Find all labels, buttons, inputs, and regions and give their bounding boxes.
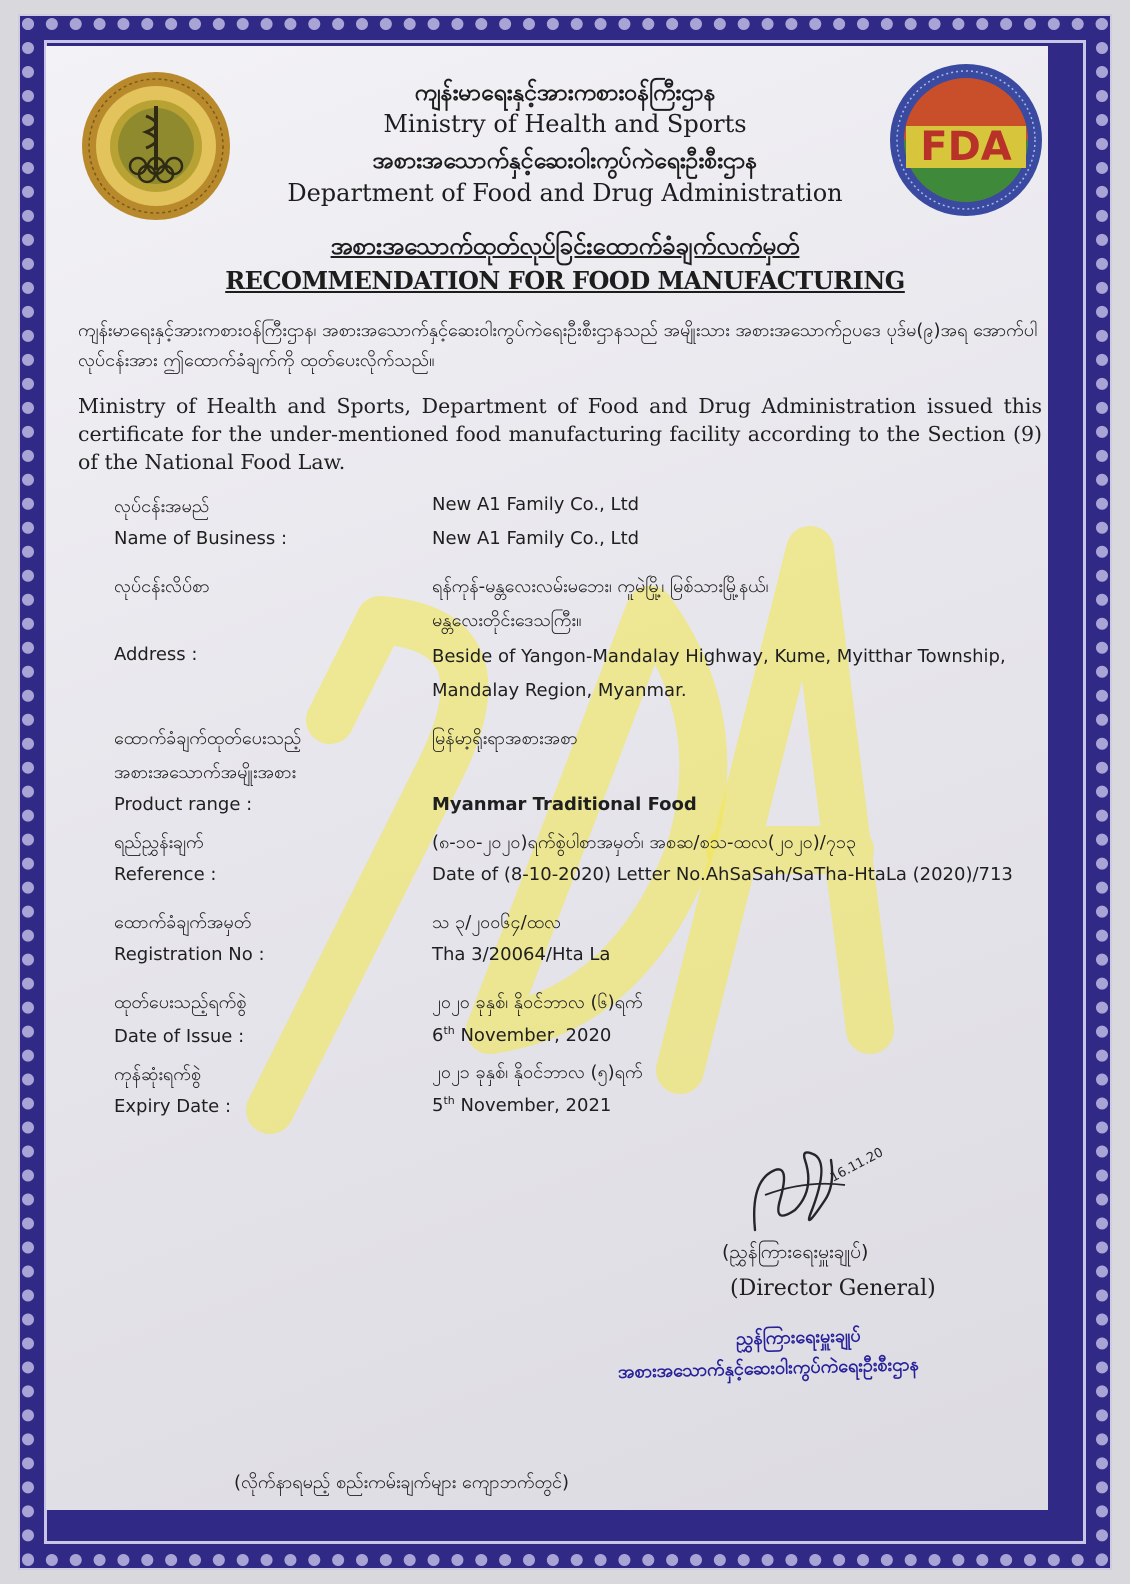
- product-value-en: Myanmar Traditional Food: [432, 794, 697, 815]
- reference-label-my: ရည်ညွှန်းချက်: [114, 832, 204, 853]
- issue-label-en: Date of Issue :: [114, 1026, 245, 1047]
- product-label-my-line2: အစားအသောက်အမျိုးအစား: [114, 762, 297, 783]
- business-value-my: New A1 Family Co., Ltd: [432, 494, 640, 515]
- intro-paragraph-my: ကျန်းမာရေးနှင့်အားကစားဝန်ကြီးဌာန၊ အစားအသောက်နှင့်ဆေးဝါးကွပ်ကဲရေးဦးစီးဌာနသည် အမျိုးသား အစားအသောက်ဥပဒေ ပုဒ်မ(၉)အရ အောက်ပါလုပ်ငန်းအား ဤထောက်ခံချက်ကို ထုတ်ပေးလိုက်သည်။: [78, 320, 1038, 371]
- reference-value-en: Date of (8-10-2020) Letter No.AhSaSah/SaTha-HtaLa (2020)/713: [432, 864, 1013, 885]
- expiry-day-suffix: th: [443, 1094, 455, 1107]
- issue-value-my: ၂၀၂၀ ခုနှစ်၊ နိုဝင်ဘာလ (၆)ရက်: [432, 992, 643, 1013]
- reference-value-my: (၈-၁၀-၂၀၂၀)ရက်စွဲပါစာအမှတ်၊ အစဆ/စသ-ထလ(၂၀၂၀)/၇၁၃: [432, 832, 857, 853]
- expiry-day: 5: [432, 1095, 444, 1116]
- issue-month-year: November, 2020: [454, 1025, 612, 1046]
- business-label-en: Name of Business :: [114, 528, 288, 549]
- issue-day-suffix: th: [443, 1024, 455, 1037]
- svg-text:FDA: FDA: [920, 124, 1012, 170]
- expiry-value-en: [432, 1094, 611, 1116]
- business-value-en: New A1 Family Co., Ltd: [432, 528, 640, 549]
- expiry-month-year: November, 2021: [454, 1095, 612, 1116]
- ministry-name-en: Ministry of Health and Sports: [383, 110, 747, 138]
- certificate-title-my: အစားအသောက်ထုတ်လုပ်ခြင်းထောက်ခံချက်လက်မှတ်: [330, 232, 800, 260]
- address-value-en-line2: Mandalay Region, Myanmar.: [432, 680, 687, 701]
- registration-value-en: Tha 3/20064/Hta La: [432, 944, 611, 965]
- registration-label-en: Registration No :: [114, 944, 265, 965]
- address-value-my-line1: ရန်ကုန်-မန္တလေးလမ်းမဘေး၊ ကူမဲမြို့၊ မြစ်သားမြို့နယ်၊: [432, 576, 769, 597]
- address-value-my-line2: မန္တလေးတိုင်းဒေသကြီး။: [432, 610, 582, 631]
- ministry-name-my: ကျန်းမာရေးနှင့်အားကစားဝန်ကြီးဌာန: [414, 80, 716, 106]
- registration-label-my: ထောက်ခံချက်အမှတ်: [114, 912, 252, 933]
- director-title-en: (Director General): [730, 1276, 936, 1301]
- director-signature: [735, 1140, 895, 1240]
- product-value-my: မြန်မာ့ရိုးရာအစားအစာ: [432, 728, 578, 749]
- official-stamp-line1: ညွှန်ကြားရေးမှူးချုပ်: [735, 1325, 861, 1350]
- signature-date: 16.11.20: [827, 1145, 886, 1186]
- business-label-my: လုပ်ငန်းအမည်: [114, 496, 210, 517]
- address-label-my: လုပ်ငန်းလိပ်စာ: [114, 576, 210, 597]
- issue-day: 6: [432, 1025, 444, 1046]
- certificate-title-en: RECOMMENDATION FOR FOOD MANUFACTURING: [225, 266, 905, 295]
- director-title-my: (ညွှန်ကြားရေးမှူးချုပ်): [722, 1241, 869, 1263]
- issue-label-my: ထုတ်ပေးသည့်ရက်စွဲ: [114, 992, 247, 1013]
- expiry-label-my: ကုန်ဆုံးရက်စွဲ: [114, 1064, 201, 1085]
- reference-label-en: Reference :: [114, 864, 217, 885]
- address-value-en-line1: Beside of Yangon-Mandalay Highway, Kume, Myitthar Township,: [432, 646, 1006, 667]
- product-label-en: Product range :: [114, 794, 253, 815]
- registration-value-my: သ ၃/၂၀၀၆၄/ထလ: [432, 912, 561, 933]
- product-label-my-line1: ထောက်ခံချက်ထုတ်ပေးသည့်: [114, 728, 302, 749]
- department-name-en: Department of Food and Drug Administration: [287, 179, 843, 207]
- official-stamp-line2: အစားအသောက်နှင့်ဆေးဝါးကွပ်ကဲရေးဦးစီးဌာန: [617, 1354, 920, 1383]
- address-label-en: Address :: [114, 644, 198, 665]
- department-name-my: အစားအသောက်နှင့်ဆေးဝါးကွပ်ကဲရေးဦးစီးဌာန: [372, 148, 758, 174]
- expiry-label-en: Expiry Date :: [114, 1096, 232, 1117]
- expiry-value-my: ၂၀၂၁ ခုနှစ်၊ နိုဝင်ဘာလ (၅)ရက်: [432, 1062, 643, 1083]
- intro-paragraph-en: Ministry of Health and Sports, Department of Food and Drug Administration issued this certificate for the under-mentioned food manufacturing facility according to the Section (9) of the National Food Law.: [78, 394, 1042, 474]
- issue-value-en: [432, 1024, 611, 1046]
- footer-note: (လိုက်နာရမည့် စည်းကမ်းချက်များ ကျောဘက်တွင်): [234, 1472, 570, 1493]
